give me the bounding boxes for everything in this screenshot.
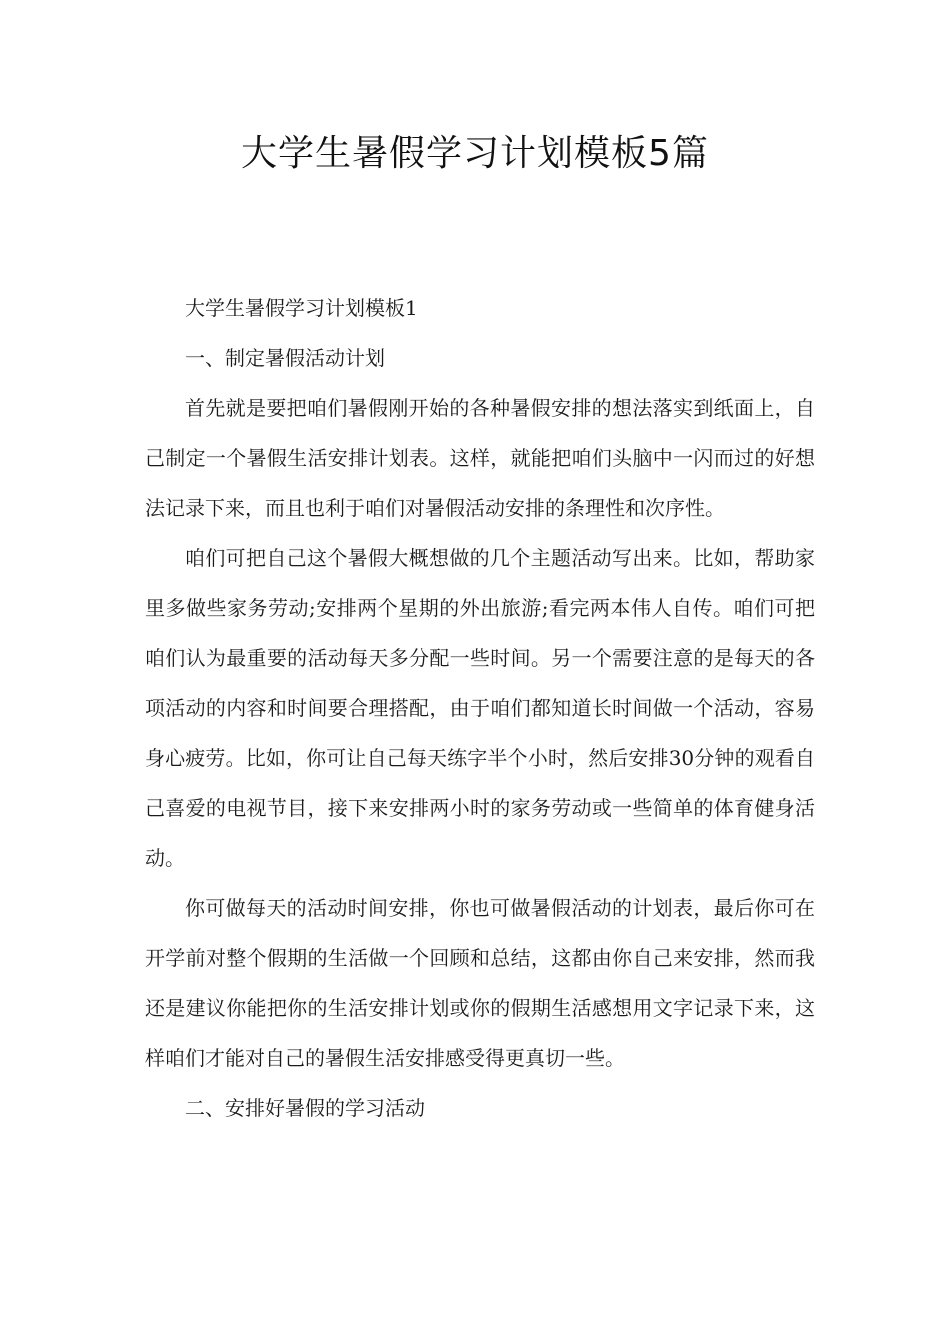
section-title: 大学生暑假学习计划模板1	[185, 296, 418, 320]
paragraph-1: 首先就是要把咱们暑假刚开始的各种暑假安排的想法落实到纸面上，自己制定一个暑假生活安排计划表。这样，就能把咱们头脑中一闪而过的好想法记录下来，而且也利于咱们对暑假活动安排的条理性和次序性。	[145, 396, 815, 520]
document-body	[145, 283, 815, 1133]
paragraph-2: 咱们可把自己这个暑假大概想做的几个主题活动写出来。比如，帮助家里多做些家务劳动;安排两个星期的外出旅游;看完两本伟人自传。咱们可把咱们认为最重要的活动每天多分配一些时间。另一个需要注意的是每天的各项活动的内容和时间要合理搭配，由于咱们都知道长时间做一个活动，容易身心疲劳。比如，你可让自己每天练字半个小时，然后安排30分钟的观看自己喜爱的电视节目，接下来安排两小时的家务劳动或一些简单的体育健身活动。	[145, 546, 815, 870]
document-title: 大学生暑假学习计划模板5篇	[241, 133, 709, 174]
heading-2: 二、安排好暑假的学习活动	[185, 1096, 425, 1120]
heading-1: 一、制定暑假活动计划	[185, 346, 385, 370]
paragraph-3: 你可做每天的活动时间安排，你也可做暑假活动的计划表，最后你可在开学前对整个假期的生活做一个回顾和总结，这都由你自己来安排，然而我还是建议你能把你的生活安排计划或你的假期生活感想用文字记录下来，这样咱们才能对自己的暑假生活安排感受得更真切一些。	[145, 896, 815, 1070]
